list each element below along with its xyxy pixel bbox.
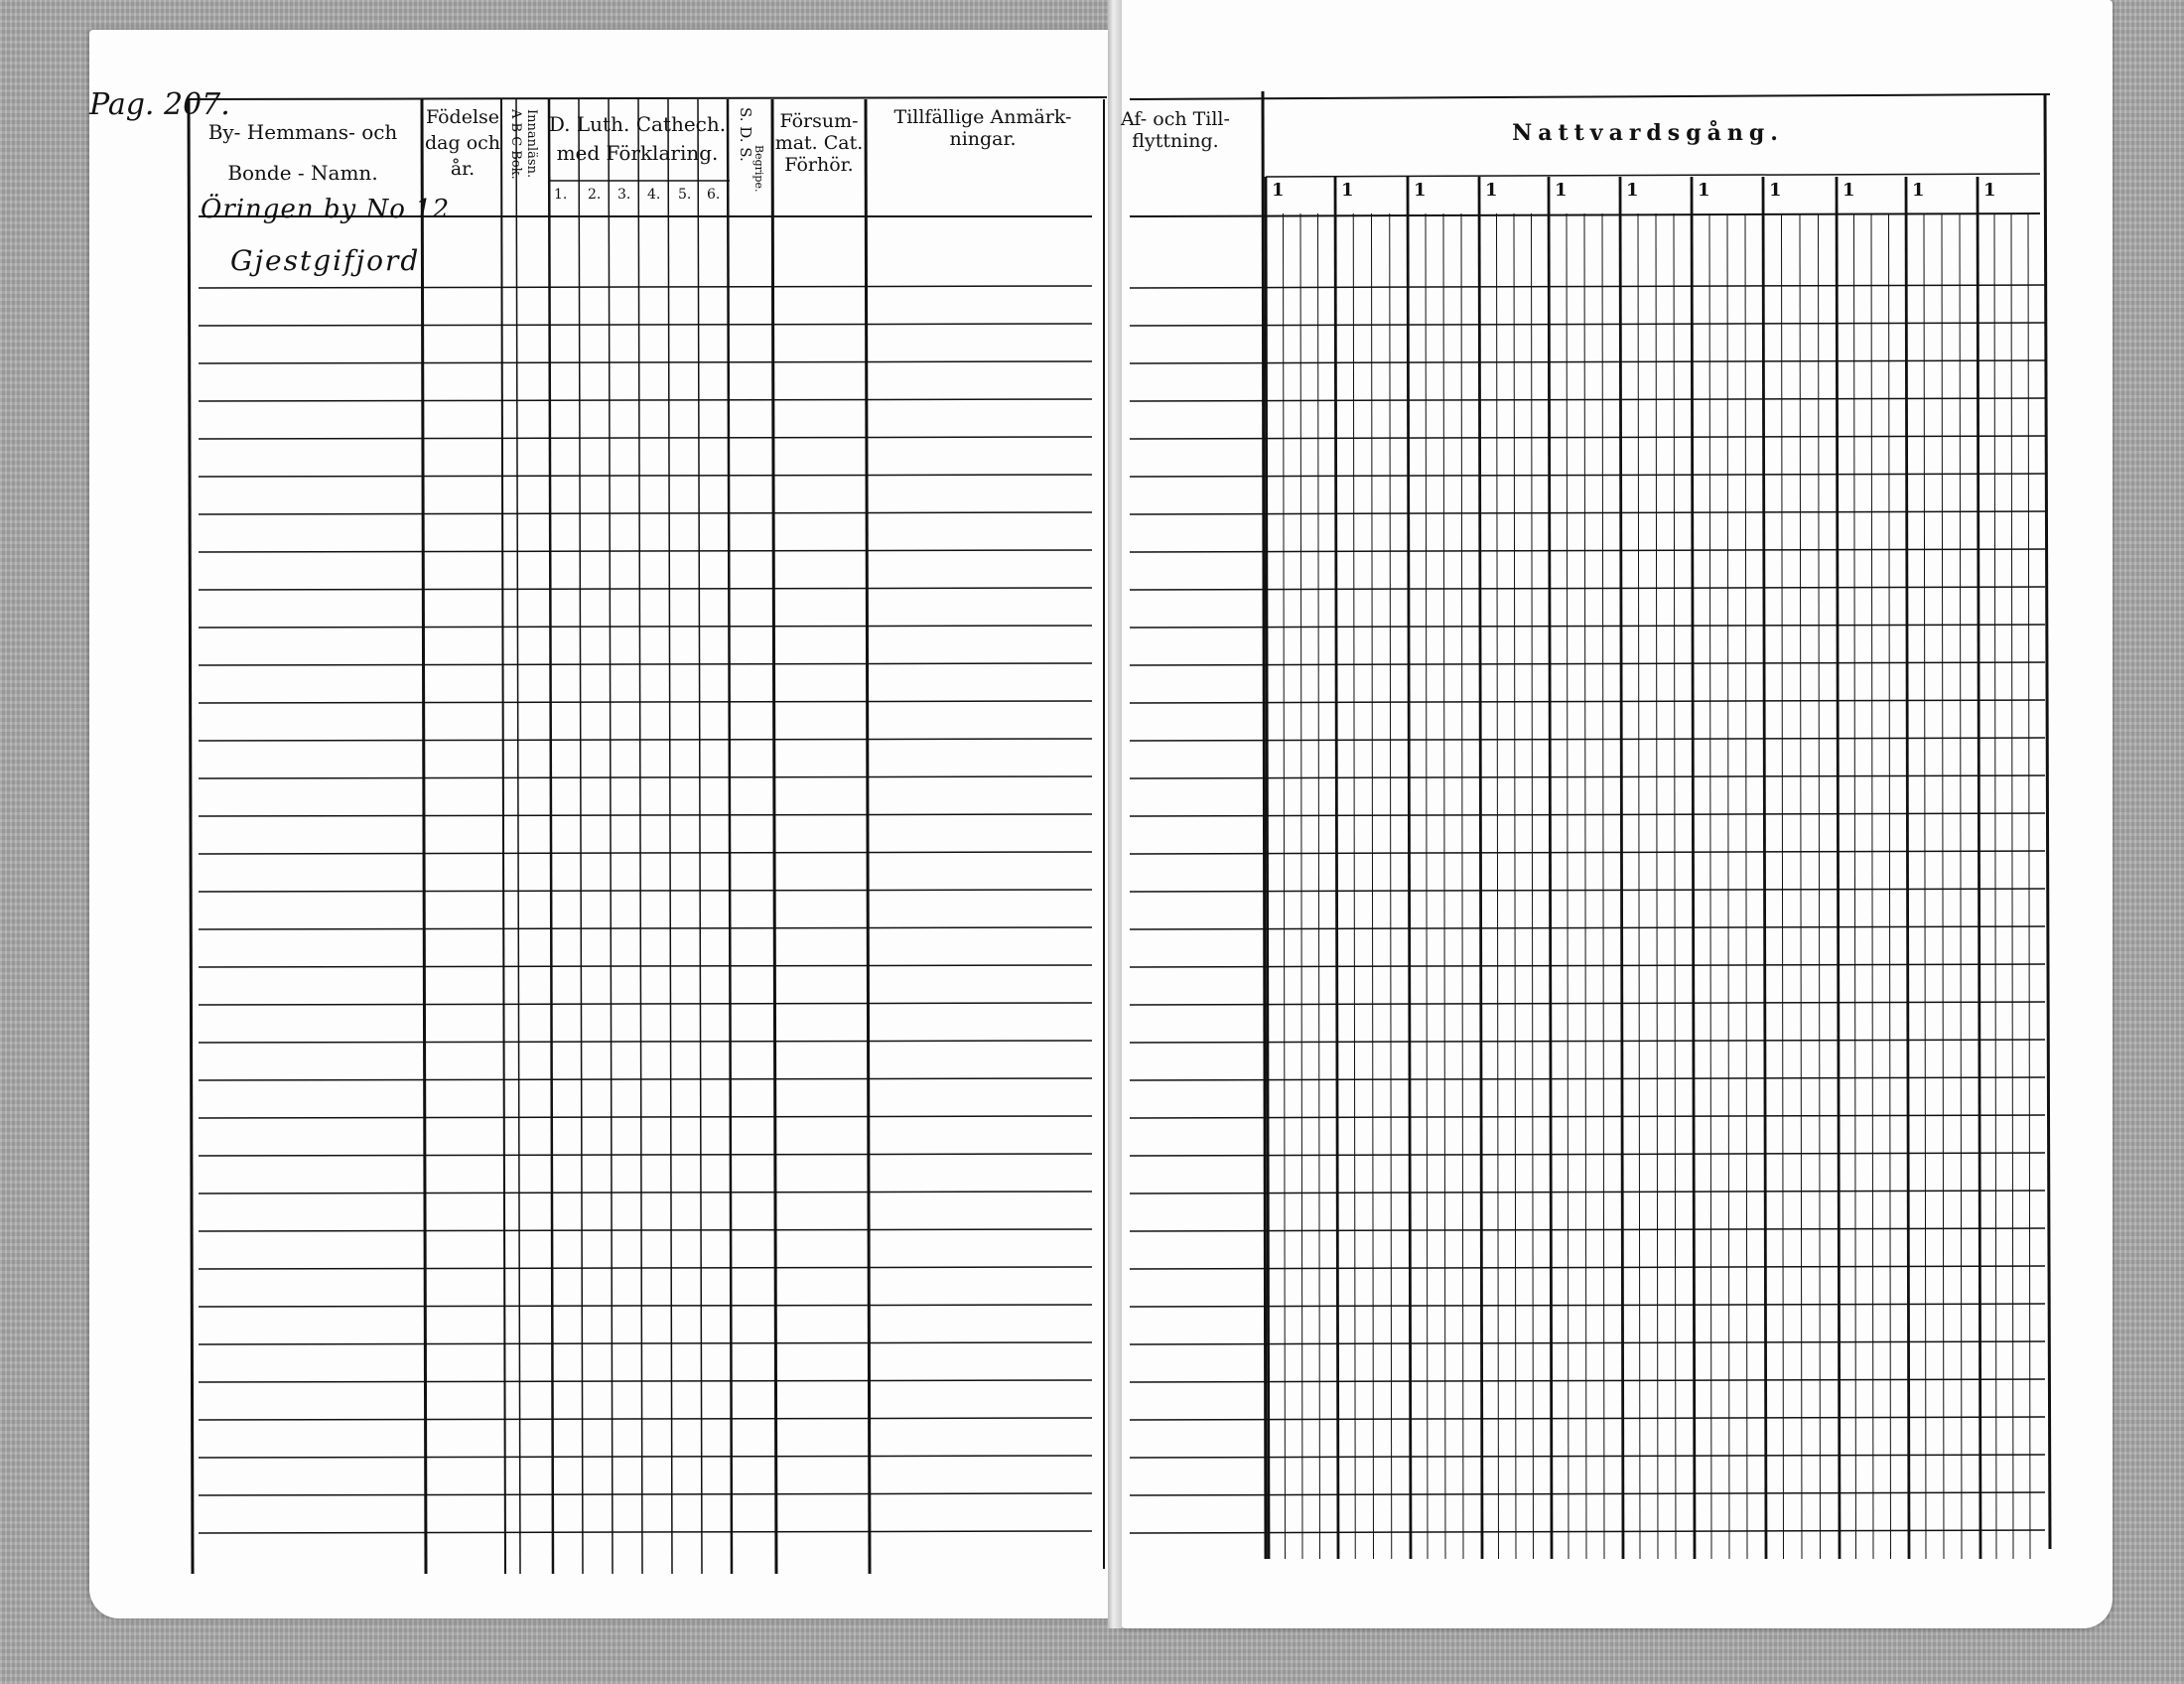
left-row-rule: [199, 1041, 1092, 1043]
header-name-line1: By- Hemmans- och: [207, 120, 398, 144]
catech-col-6: 6.: [707, 187, 721, 203]
communion-sub-rule: [1871, 213, 1873, 1559]
left-row-rule: [199, 1342, 1092, 1344]
left-row-rule: [199, 663, 1092, 665]
left-row-rule: [199, 588, 1092, 590]
communion-sub-rule: [1782, 213, 1784, 1559]
left-row-rule: [199, 626, 1092, 628]
left-row-rule: [199, 286, 1092, 288]
header-anm-line2: ningar.: [949, 127, 1017, 150]
communion-sub-rule: [1889, 213, 1891, 1559]
communion-sub-rule: [1638, 213, 1640, 1559]
communion-sub-rule: [1994, 213, 1996, 1559]
header-moving-line2: flyttning.: [1132, 129, 1219, 152]
header-anm-line1: Tillfällige Anmärk-: [893, 106, 1072, 128]
year-mark: 1: [1485, 180, 1498, 201]
communion-sub-rule: [1674, 213, 1676, 1559]
left-row-rule: [199, 1078, 1092, 1080]
left-column-rule: [609, 99, 613, 1574]
communion-sub-rule: [1353, 213, 1355, 1559]
year-mark: 1: [1912, 180, 1925, 201]
communion-year-rule: [1978, 177, 1980, 1559]
communion-sub-rule: [1960, 213, 1962, 1559]
catech-col-2: 2.: [588, 187, 602, 203]
left-row-rule: [199, 437, 1092, 439]
communion-sub-rule: [1745, 213, 1747, 1559]
communion-sub-rule: [1709, 213, 1711, 1559]
right-top-rule: [1130, 94, 2050, 99]
communion-sub-rule: [1372, 213, 1374, 1559]
left-row-rule: [199, 739, 1092, 741]
header-anm: [874, 107, 1092, 151]
communion-sub-rule: [1532, 213, 1534, 1559]
handwritten-farm: Gjestgifjord: [230, 244, 421, 277]
left-row-rule: [199, 324, 1092, 326]
communion-sub-rule: [1727, 213, 1729, 1559]
communion-sub-rule: [2028, 213, 2030, 1559]
left-top-rule: [189, 97, 1107, 99]
header-communion: Nattvardsgång.: [1512, 120, 1784, 146]
communion-sub-rule: [1800, 213, 1802, 1559]
header-catech-line1: D. Luth. Cathech.: [548, 112, 727, 136]
right-outer-rule: [2045, 94, 2050, 1549]
communion-year-rule: [1620, 177, 1623, 1559]
left-row-rule: [199, 1192, 1092, 1193]
communion-year-rule: [1479, 177, 1482, 1559]
communion-year-rule: [1549, 177, 1552, 1559]
left-column-rule: [668, 99, 672, 1574]
catech-col-5: 5.: [678, 187, 692, 203]
header-forsum-line3: Förhör.: [784, 153, 854, 176]
year-mark: 1: [1341, 180, 1354, 201]
header-birth-line3: år.: [450, 157, 476, 180]
left-row-rule: [199, 1493, 1092, 1495]
header-moving: [1120, 109, 1231, 153]
header-birth-line1: Födelse: [425, 106, 500, 128]
left-row-rule: [199, 1003, 1092, 1005]
communion-sub-rule: [1942, 213, 1944, 1559]
left-column-rule: [516, 99, 520, 1574]
left-row-rule: [199, 550, 1092, 552]
header-name-line2: Bonde - Namn.: [227, 161, 378, 185]
left-column-rule: [579, 99, 583, 1574]
header-catech: [548, 113, 727, 165]
header-sds-2: [752, 145, 765, 192]
left-column-rule: [422, 99, 426, 1574]
communion-sub-rule: [1584, 213, 1586, 1559]
left-row-rule: [199, 1531, 1092, 1533]
left-row-rule: [199, 1267, 1092, 1269]
left-row-rule: [199, 475, 1092, 477]
communion-sub-rule: [1497, 213, 1499, 1559]
communion-sub-rule: [1284, 213, 1286, 1559]
header-sds-line2: Begripe.: [752, 145, 765, 193]
communion-sub-rule: [1461, 213, 1463, 1559]
year-mark: 1: [1555, 180, 1568, 201]
communion-year-rule: [1837, 177, 1840, 1559]
year-mark: 1: [1414, 180, 1427, 201]
left-column-rule: [549, 99, 553, 1574]
communion-sub-rule: [1318, 213, 1320, 1559]
left-row-rule: [199, 814, 1092, 816]
header-catech-line2: med Förklaring.: [556, 141, 719, 165]
left-row-rule: [199, 701, 1092, 703]
communion-sub-rule: [1514, 213, 1516, 1559]
handwritten-village: Öringen by No 12: [201, 195, 451, 224]
left-row-rule: [199, 1154, 1092, 1156]
communion-sub-rule: [1602, 213, 1604, 1559]
left-row-rule: [199, 1418, 1092, 1420]
left-row-rule: [199, 965, 1092, 967]
left-row-rule: [199, 1116, 1092, 1118]
left-column-rule: [638, 99, 642, 1574]
year-mark: 1: [1843, 180, 1855, 201]
year-mark: 1: [1983, 180, 1996, 201]
left-row-rule: [199, 1380, 1092, 1382]
left-row-rule: [199, 1456, 1092, 1458]
catech-col-3: 3.: [617, 187, 631, 203]
year-mark: 1: [1698, 180, 1710, 201]
communion-sub-rule: [1819, 213, 1821, 1559]
page-number: Pag. 207.: [89, 87, 230, 122]
header-abc-line2: Innanläsn.: [524, 109, 539, 179]
header-birth-line2: dag och: [425, 131, 501, 154]
communion-sub-rule: [1854, 213, 1856, 1559]
header-birth: [425, 107, 500, 181]
communion-year-rule: [1335, 177, 1338, 1559]
communion-year-rule: [1763, 177, 1766, 1559]
catech-col-4: 4.: [647, 187, 661, 203]
communion-sub-rule: [2011, 213, 2013, 1559]
header-forsum: [774, 111, 864, 177]
left-row-rule: [199, 927, 1092, 929]
header-abc-2: [524, 109, 539, 178]
communion-sub-rule: [1924, 213, 1926, 1559]
header-abc: [508, 109, 523, 180]
communion-year-rule: [1906, 177, 1909, 1559]
left-column-rule: [772, 99, 776, 1574]
left-row-rule: [199, 512, 1092, 514]
header-moving-line1: Af- och Till-: [1121, 108, 1230, 130]
catech-col-1: 1.: [554, 187, 568, 203]
communion-sub-rule: [1567, 213, 1569, 1559]
communion-year-rule: [1408, 177, 1411, 1559]
left-row-rule: [199, 890, 1092, 892]
communion-sub-rule: [1390, 213, 1392, 1559]
left-row-rule: [199, 399, 1092, 401]
communion-sub-rule: [1656, 213, 1658, 1559]
left-column-rule: [501, 99, 505, 1574]
left-row-rule: [199, 1305, 1092, 1307]
communion-subheader-rule: [1266, 174, 2040, 177]
header-name: [199, 121, 407, 185]
header-sds-line1: S. D. S.: [737, 107, 754, 162]
header-abc-line1: A B C Bok.: [508, 109, 523, 180]
year-mark: 1: [1272, 180, 1285, 201]
left-row-rule: [199, 361, 1092, 363]
communion-sub-rule: [1443, 213, 1445, 1559]
header-forsum-line2: mat. Cat.: [774, 131, 864, 154]
left-column-rule: [866, 99, 870, 1574]
year-mark: 1: [1626, 180, 1639, 201]
header-forsum-line1: Försum-: [779, 110, 859, 132]
left-row-rule: [199, 1229, 1092, 1231]
year-mark: 1: [1769, 180, 1782, 201]
communion-sub-rule: [1300, 213, 1302, 1559]
left-column-rule: [698, 99, 702, 1574]
left-column-rule: [728, 99, 732, 1574]
left-row-rule: [199, 776, 1092, 778]
communion-sub-rule: [1426, 213, 1428, 1559]
left-column-rule: [189, 99, 193, 1574]
communion-year-rule: [1692, 177, 1695, 1559]
left-row-rule: [199, 852, 1092, 854]
